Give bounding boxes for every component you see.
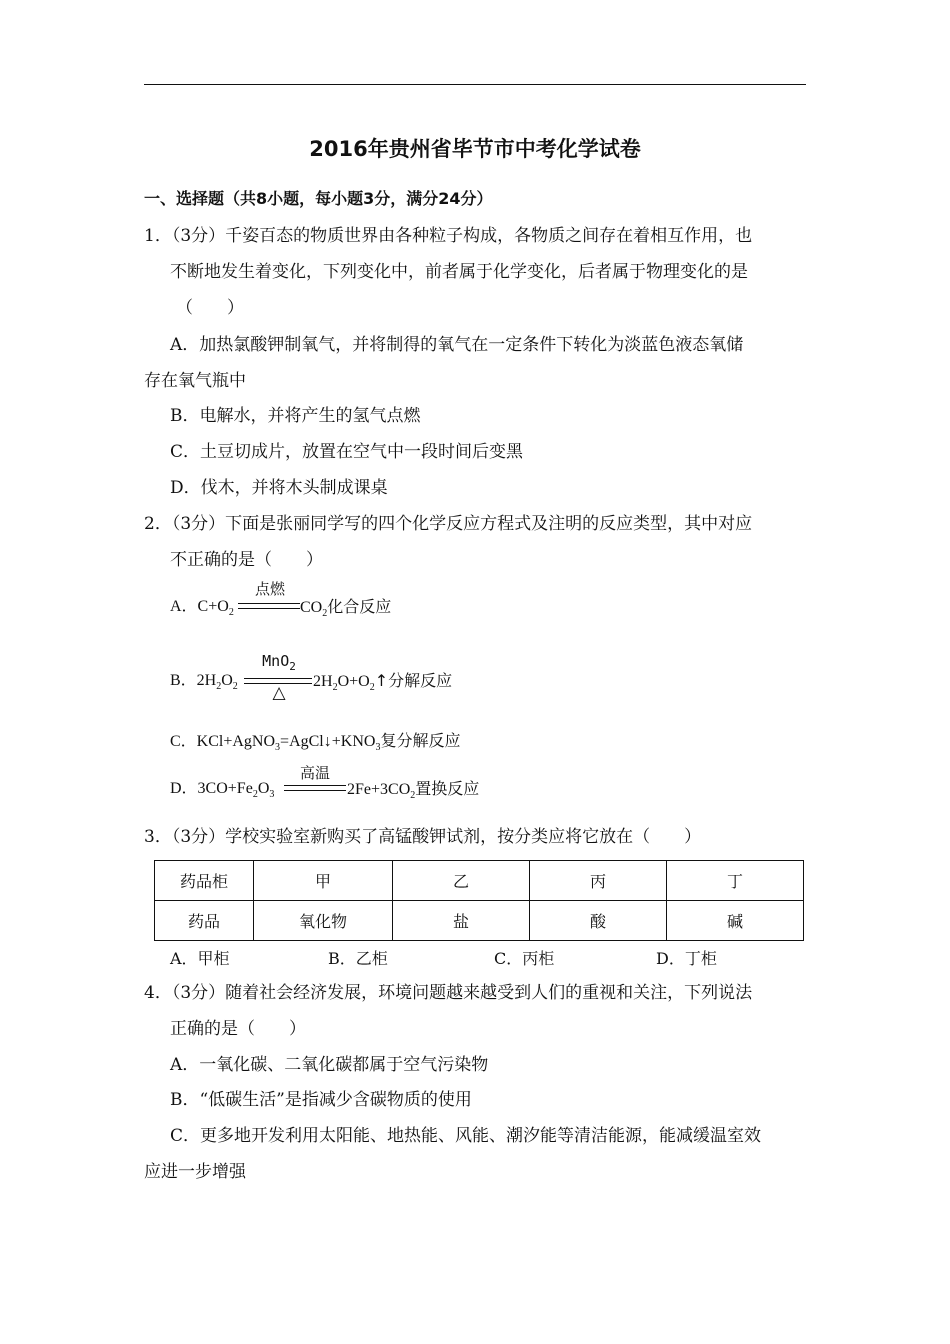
- q4-option-b: B．“低碳生活”是指减少含碳物质的使用: [170, 1090, 472, 1110]
- q1-option-a-line2: 存在氧气瓶中: [144, 371, 246, 391]
- q4-option-c-line1: C．更多地开发利用太阳能、地热能、风能、潮汐能等清洁能源，能减缓温室效: [170, 1126, 762, 1146]
- q1-stem-line1: 1．（3分）千姿百态的物质世界由各种粒子构成，各物质之间存在着相互作用，也: [144, 226, 753, 246]
- q2-d-equals-sign: [284, 785, 346, 791]
- cabinet-table: [154, 860, 804, 941]
- q4-stem-line2: 正确的是（ ）: [170, 1019, 306, 1039]
- table-cell: 丙: [530, 861, 667, 901]
- q2-option-d-reactants: D．$3CO+Fe_2O_3$: [170, 780, 275, 801]
- q4-option-c-line2: 应进一步增强: [144, 1162, 246, 1182]
- q2-stem-line2: 不正确的是（ ）: [170, 550, 323, 570]
- table-cell: 酸: [530, 901, 667, 941]
- table-row: [155, 901, 804, 941]
- q2-option-b-reactants: B．$2H_2O_2$: [170, 672, 238, 693]
- page-title: 2016年贵州省毕节市中考化学试卷: [309, 137, 641, 161]
- table-cell: 碱: [667, 901, 804, 941]
- q3-option-d: D．丁柜: [656, 949, 717, 968]
- q4-option-a: A．一氧化碳、二氧化碳都属于空气污染物: [170, 1055, 489, 1075]
- table-row: [155, 861, 804, 901]
- table-cell: 丁: [667, 861, 804, 901]
- q3-option-c: C．丙柜: [494, 949, 555, 968]
- table-cell: 盐: [393, 901, 530, 941]
- q1-option-a-line1: A．加热氯酸钾制氧气，并将制得的氧气在一定条件下转化为淡蓝色液态氧储: [170, 335, 744, 355]
- table-cell: 药品柜: [155, 861, 254, 901]
- q1-option-b: B．电解水，并将产生的氢气点燃: [170, 406, 421, 426]
- q1-option-d: D．伐木，并将木头制成课桌: [170, 478, 388, 498]
- q3-option-b: B．乙柜: [328, 949, 388, 968]
- q1-stem-line2: 不断地发生着变化，下列变化中，前者属于化学变化，后者属于物理变化的是: [170, 262, 748, 282]
- q2-a-condition: 点燃: [254, 580, 285, 598]
- section-heading: 一、选择题（共8小题，每小题3分，满分24分）: [144, 189, 493, 208]
- q2-stem-line1: 2．（3分）下面是张丽同学写的四个化学反应方程式及注明的反应类型，其中对应: [144, 514, 753, 534]
- table-cell: 乙: [393, 861, 530, 901]
- q3-stem: 3．（3分）学校实验室新购买了高锰酸钾试剂，按分类应将它放在（ ）: [144, 827, 702, 847]
- q2-option-c: C．$KCl+AgNO_3=AgCl↓+KNO_3$复分解反应: [170, 731, 461, 754]
- q1-option-c: C．土豆切成片，放置在空气中一段时间后变黑: [170, 442, 524, 462]
- q2-b-catalyst: MnO$_2$: [262, 652, 296, 673]
- header-rule: [144, 84, 806, 85]
- q3-option-a: A．甲柜: [170, 949, 230, 968]
- q1-answer-blank: （ ）: [176, 298, 244, 318]
- table-cell: 氧化物: [254, 901, 393, 941]
- q2-option-a-products: $CO_2$化合反应: [300, 597, 392, 620]
- q2-d-condition: 高温: [299, 764, 330, 782]
- q2-b-heat-symbol: △: [272, 683, 286, 703]
- q2-option-a-reactants: A．$C+O_2$: [170, 598, 234, 619]
- table-cell: 甲: [254, 861, 393, 901]
- q2-option-b-products: $2H_2O+O_2↑$分解反应: [313, 671, 453, 694]
- q2-a-equals-sign: [238, 603, 300, 609]
- q4-stem-line1: 4．（3分）随着社会经济发展，环境问题越来越受到人们的重视和关注，下列说法: [144, 983, 753, 1003]
- q2-option-d-products: $2Fe+3CO_2$置换反应: [347, 779, 480, 802]
- table-cell: 药品: [155, 901, 254, 941]
